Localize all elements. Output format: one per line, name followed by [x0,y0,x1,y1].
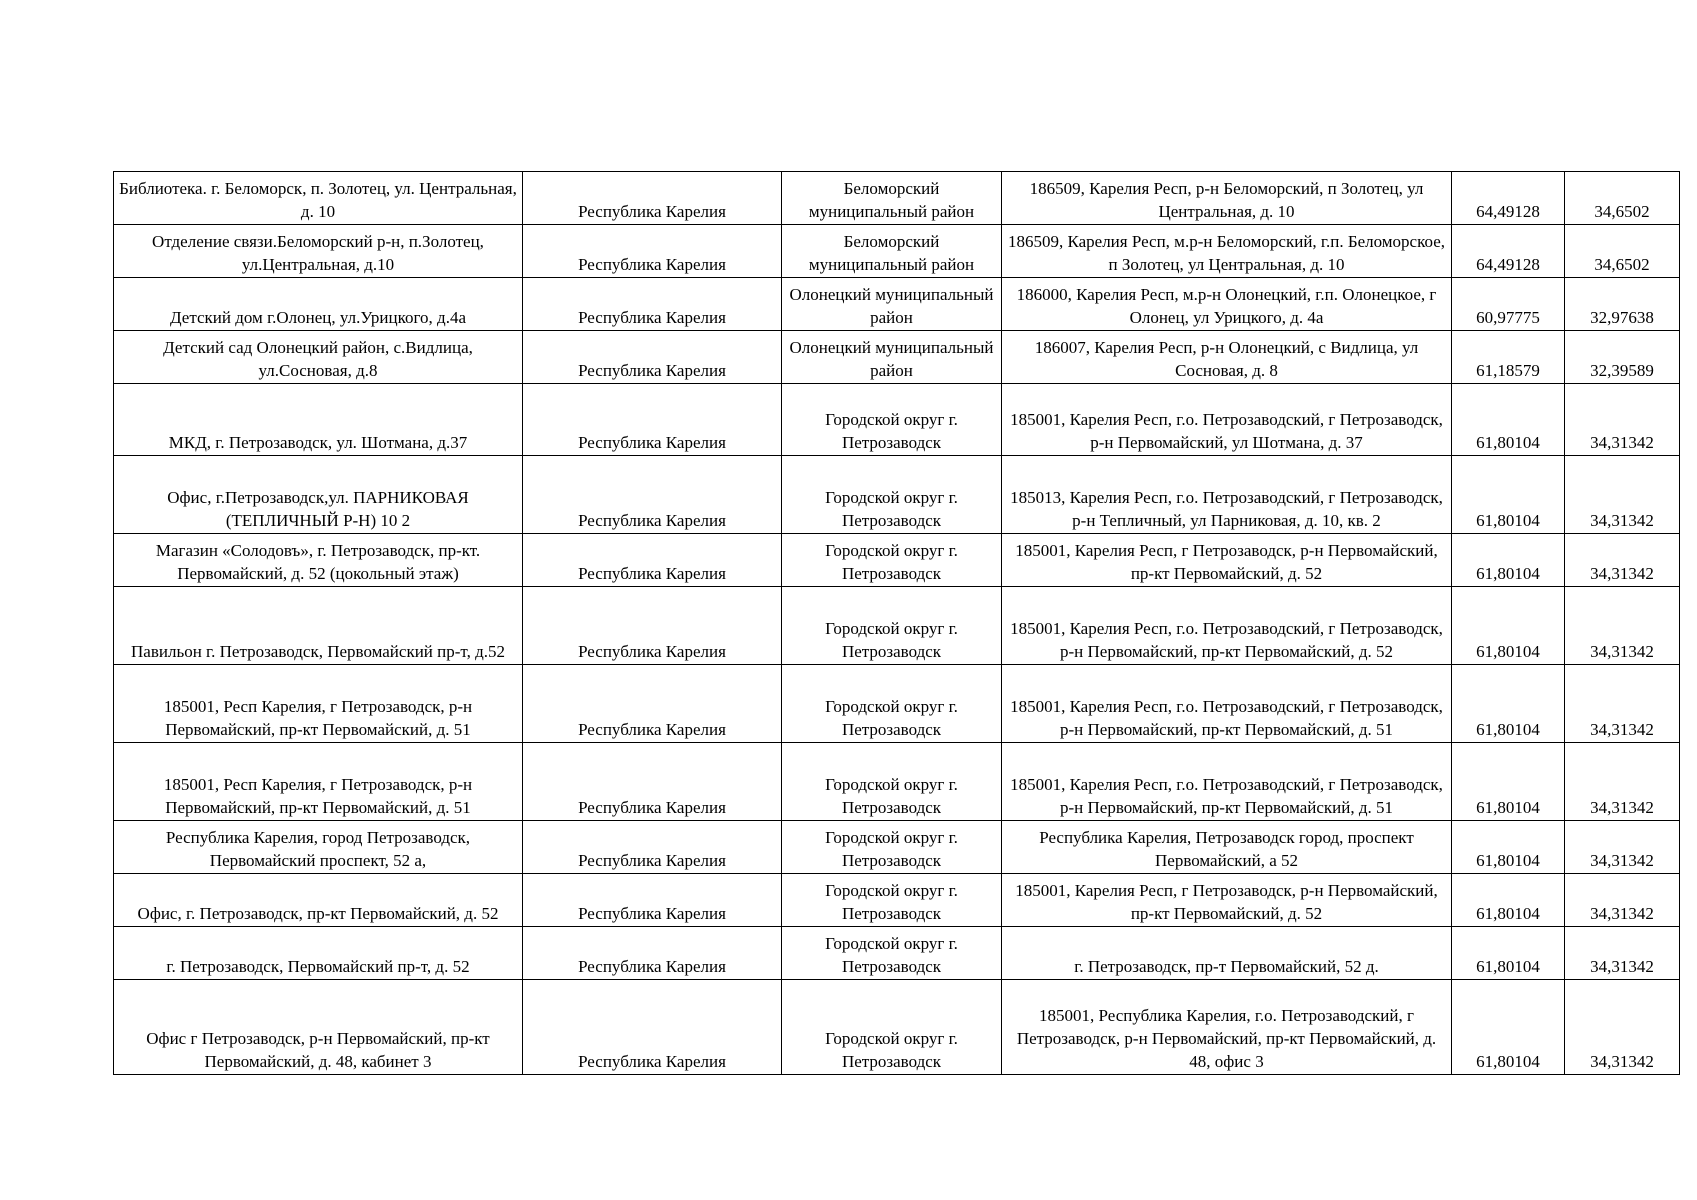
region-cell: Республика Карелия [523,331,782,384]
address-cell: 185013, Карелия Респ, г.о. Петрозаводский, г Петрозаводск, р-н Тепличный, ул Парниковая, д. 10, кв. 2 [1002,456,1452,534]
municipality-cell: Беломорский муниципальный район [782,172,1002,225]
table-row [114,225,1680,278]
object-name-cell: Отделение связи.Беломорский р-н, п.Золотец, ул.Центральная, д.10 [114,225,523,278]
longitude-cell: 34,31342 [1565,665,1680,743]
region-cell: Республика Карелия [523,821,782,874]
table-row [114,384,1680,456]
municipality-cell: Олонецкий муниципальный район [782,331,1002,384]
latitude-cell: 61,80104 [1452,821,1565,874]
latitude-cell: 61,80104 [1452,456,1565,534]
address-cell: 185001, Республика Карелия, г.о. Петрозаводский, г Петрозаводск, р-н Первомайский, пр-кт Первомайский, д. 48, офис 3 [1002,980,1452,1075]
latitude-cell: 61,80104 [1452,980,1565,1075]
municipality-cell: Городской округ г. Петрозаводск [782,456,1002,534]
object-name-cell: Республика Карелия, город Петрозаводск, Первомайский проспект, 52 а, [114,821,523,874]
latitude-cell: 61,80104 [1452,874,1565,927]
table-row [114,534,1680,587]
region-cell: Республика Карелия [523,980,782,1075]
object-name-cell: Офис, г. Петрозаводск, пр-кт Первомайский, д. 52 [114,874,523,927]
object-name-cell: МКД, г. Петрозаводск, ул. Шотмана, д.37 [114,384,523,456]
region-cell: Республика Карелия [523,743,782,821]
table-row [114,172,1680,225]
address-cell: 186007, Карелия Респ, р-н Олонецкий, с Видлица, ул Сосновая, д. 8 [1002,331,1452,384]
region-cell: Республика Карелия [523,665,782,743]
object-name-cell: Офис, г.Петрозаводск,ул. ПАРНИКОВАЯ (ТЕПЛИЧНЫЙ Р-Н) 10 2 [114,456,523,534]
longitude-cell: 34,31342 [1565,384,1680,456]
address-cell: 186509, Карелия Респ, м.р-н Беломорский, г.п. Беломорское, п Золотец, ул Центральная, д. 10 [1002,225,1452,278]
table-row [114,874,1680,927]
table-row [114,331,1680,384]
table-row [114,980,1680,1075]
longitude-cell: 34,31342 [1565,534,1680,587]
longitude-cell: 34,6502 [1565,225,1680,278]
address-cell: Республика Карелия, Петрозаводск город, проспект Первомайский, а 52 [1002,821,1452,874]
latitude-cell: 61,80104 [1452,384,1565,456]
longitude-cell: 34,31342 [1565,821,1680,874]
latitude-cell: 64,49128 [1452,172,1565,225]
address-cell: 185001, Карелия Респ, г.о. Петрозаводский, г Петрозаводск, р-н Первомайский, пр-кт Первомайский, д. 52 [1002,587,1452,665]
address-cell: 185001, Карелия Респ, г.о. Петрозаводский, г Петрозаводск, р-н Первомайский, пр-кт Первомайский, д. 51 [1002,665,1452,743]
latitude-cell: 61,80104 [1452,587,1565,665]
municipality-cell: Олонецкий муниципальный район [782,278,1002,331]
address-cell: 186509, Карелия Респ, р-н Беломорский, п Золотец, ул Центральная, д. 10 [1002,172,1452,225]
longitude-cell: 32,97638 [1565,278,1680,331]
latitude-cell: 61,80104 [1452,927,1565,980]
longitude-cell: 34,31342 [1565,874,1680,927]
table-row [114,743,1680,821]
municipality-cell: Городской округ г. Петрозаводск [782,980,1002,1075]
address-cell: 185001, Карелия Респ, г Петрозаводск, р-н Первомайский, пр-кт Первомайский, д. 52 [1002,534,1452,587]
municipality-cell: Городской округ г. Петрозаводск [782,874,1002,927]
object-name-cell: Библиотека. г. Беломорск, п. Золотец, ул. Центральная, д. 10 [114,172,523,225]
table-row [114,927,1680,980]
object-name-cell: 185001, Респ Карелия, г Петрозаводск, р-н Первомайский, пр-кт Первомайский, д. 51 [114,743,523,821]
municipality-cell: Городской округ г. Петрозаводск [782,384,1002,456]
address-cell: 185001, Карелия Респ, г.о. Петрозаводский, г Петрозаводск, р-н Первомайский, ул Шотмана, д. 37 [1002,384,1452,456]
address-cell: 185001, Карелия Респ, г.о. Петрозаводский, г Петрозаводск, р-н Первомайский, пр-кт Первомайский, д. 51 [1002,743,1452,821]
longitude-cell: 34,31342 [1565,927,1680,980]
locations-table [113,171,1680,1075]
municipality-cell: Городской округ г. Петрозаводск [782,821,1002,874]
longitude-cell: 34,31342 [1565,456,1680,534]
municipality-cell: Беломорский муниципальный район [782,225,1002,278]
longitude-cell: 32,39589 [1565,331,1680,384]
latitude-cell: 61,18579 [1452,331,1565,384]
region-cell: Республика Карелия [523,534,782,587]
region-cell: Республика Карелия [523,172,782,225]
table-row [114,665,1680,743]
latitude-cell: 61,80104 [1452,743,1565,821]
latitude-cell: 60,97775 [1452,278,1565,331]
address-cell: г. Петрозаводск, пр-т Первомайский, 52 д. [1002,927,1452,980]
region-cell: Республика Карелия [523,384,782,456]
region-cell: Республика Карелия [523,927,782,980]
table-row [114,587,1680,665]
address-cell: 186000, Карелия Респ, м.р-н Олонецкий, г.п. Олонецкое, г Олонец, ул Урицкого, д. 4а [1002,278,1452,331]
object-name-cell: Детский дом г.Олонец, ул.Урицкого, д.4а [114,278,523,331]
table-row [114,821,1680,874]
object-name-cell: Павильон г. Петрозаводск, Первомайский пр-т, д.52 [114,587,523,665]
locations-table-body [114,172,1680,1075]
municipality-cell: Городской округ г. Петрозаводск [782,534,1002,587]
latitude-cell: 64,49128 [1452,225,1565,278]
municipality-cell: Городской округ г. Петрозаводск [782,743,1002,821]
table-row [114,456,1680,534]
object-name-cell: 185001, Респ Карелия, г Петрозаводск, р-н Первомайский, пр-кт Первомайский, д. 51 [114,665,523,743]
municipality-cell: Городской округ г. Петрозаводск [782,665,1002,743]
region-cell: Республика Карелия [523,225,782,278]
longitude-cell: 34,31342 [1565,743,1680,821]
object-name-cell: Детский сад Олонецкий район, с.Видлица, ул.Сосновая, д.8 [114,331,523,384]
object-name-cell: г. Петрозаводск, Первомайский пр-т, д. 52 [114,927,523,980]
object-name-cell: Магазин «Солодовъ», г. Петрозаводск, пр-кт. Первомайский, д. 52 (цокольный этаж) [114,534,523,587]
latitude-cell: 61,80104 [1452,665,1565,743]
longitude-cell: 34,31342 [1565,587,1680,665]
address-cell: 185001, Карелия Респ, г Петрозаводск, р-н Первомайский, пр-кт Первомайский, д. 52 [1002,874,1452,927]
region-cell: Республика Карелия [523,456,782,534]
region-cell: Республика Карелия [523,587,782,665]
longitude-cell: 34,31342 [1565,980,1680,1075]
object-name-cell: Офис г Петрозаводск, р-н Первомайский, пр-кт Первомайский, д. 48, кабинет 3 [114,980,523,1075]
region-cell: Республика Карелия [523,874,782,927]
municipality-cell: Городской округ г. Петрозаводск [782,587,1002,665]
longitude-cell: 34,6502 [1565,172,1680,225]
region-cell: Республика Карелия [523,278,782,331]
latitude-cell: 61,80104 [1452,534,1565,587]
table-row [114,278,1680,331]
municipality-cell: Городской округ г. Петрозаводск [782,927,1002,980]
